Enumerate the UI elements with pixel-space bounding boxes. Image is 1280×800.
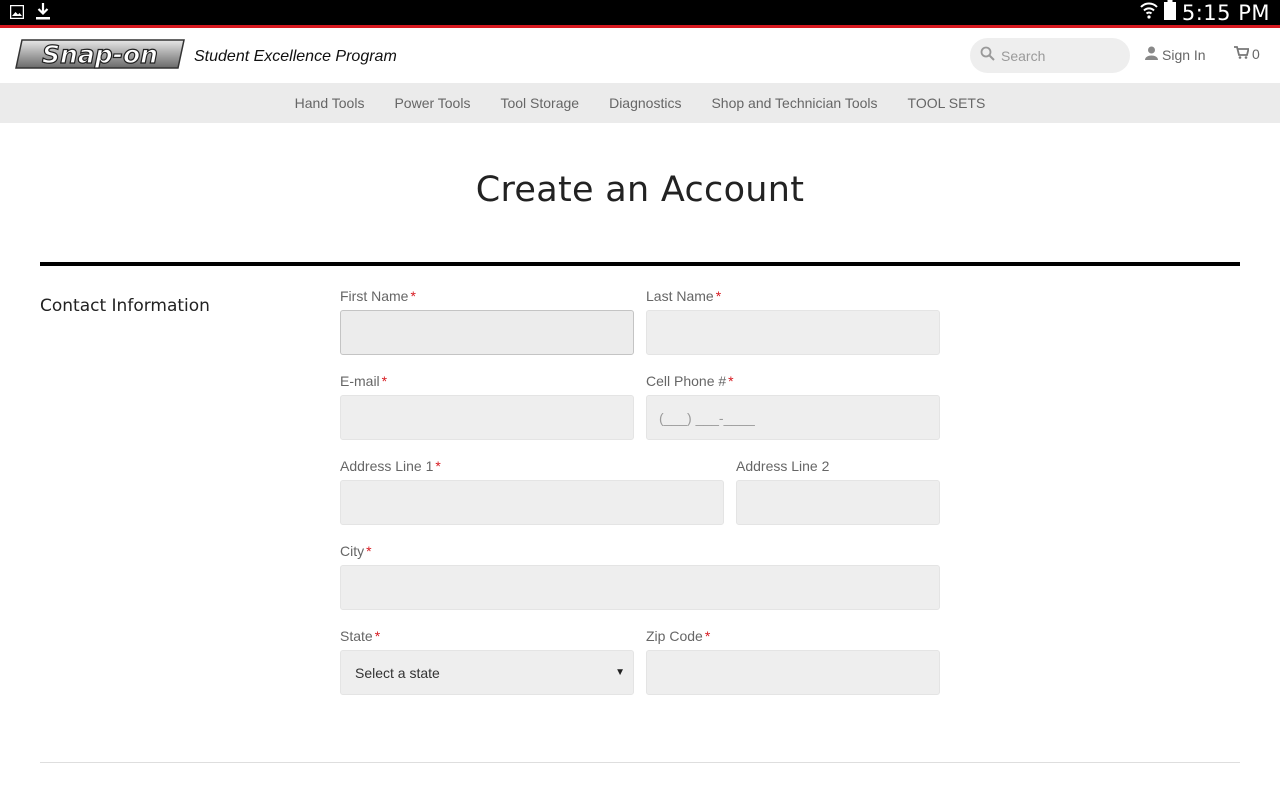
address-line-2-label: Address Line 2 (736, 458, 830, 474)
zip-code-input[interactable] (646, 650, 940, 695)
svg-text:Snap-on: Snap-on (42, 40, 158, 69)
city-label: City * (340, 543, 372, 559)
clock: 5:15 PM (1181, 0, 1270, 25)
cart-count: 0 (1252, 46, 1260, 62)
cart-link[interactable] (1234, 46, 1260, 62)
download-icon (36, 3, 50, 25)
cell-phone-field (646, 373, 940, 440)
state-select[interactable] (340, 650, 634, 695)
email-field (340, 373, 634, 440)
page-title: Create an Account (475, 170, 805, 210)
user-icon (1145, 46, 1158, 63)
nav-diagnostics[interactable]: Diagnostics (609, 95, 682, 111)
zip-code-label: Zip Code * (646, 628, 711, 644)
section-title: Contact Information (40, 296, 210, 316)
battery-icon (1164, 0, 1176, 25)
nav-tool-sets[interactable]: TOOL SETS (907, 95, 986, 111)
zip-code-field (646, 628, 940, 695)
wifi-icon (1140, 1, 1158, 24)
sign-in-link[interactable] (1145, 46, 1206, 63)
nav-power-tools[interactable]: Power Tools (394, 95, 471, 111)
tagline: Student Excellence Program (194, 48, 397, 65)
city-field (340, 543, 940, 610)
first-name-input[interactable] (340, 310, 634, 355)
snap-on-logo (14, 36, 186, 72)
sign-in-label: Sign In (1162, 46, 1206, 63)
last-name-label: Last Name * (646, 288, 722, 304)
search-icon (980, 46, 995, 66)
first-name-label: First Name * (340, 288, 416, 304)
city-input[interactable] (340, 565, 940, 610)
nav-shop-technician-tools[interactable]: Shop and Technician Tools (711, 95, 878, 111)
last-name-field (646, 288, 940, 355)
site-header (0, 28, 1280, 83)
address-line-2-field (736, 458, 940, 525)
state-label: State * (340, 628, 381, 644)
brand-logo[interactable] (14, 36, 397, 72)
section-divider (40, 262, 1240, 266)
cart-icon (1234, 46, 1249, 62)
cell-phone-label: Cell Phone # * (646, 373, 734, 389)
email-label: E-mail * (340, 373, 388, 389)
nav-hand-tools[interactable]: Hand Tools (294, 95, 365, 111)
android-status-bar (0, 0, 1280, 25)
state-selected-value: Select a state (355, 664, 440, 681)
search-input[interactable] (1001, 48, 1121, 64)
address-line-2-input[interactable] (736, 480, 940, 525)
first-name-field (340, 288, 634, 355)
cell-phone-input[interactable] (646, 395, 940, 440)
main-nav (0, 83, 1280, 123)
dropdown-caret-icon: ▼ (615, 667, 625, 678)
last-name-input[interactable] (646, 310, 940, 355)
nav-tool-storage[interactable]: Tool Storage (500, 95, 580, 111)
state-field (340, 628, 634, 695)
gallery-icon (10, 5, 24, 24)
search-box[interactable] (970, 38, 1130, 73)
address-line-1-input[interactable] (340, 480, 724, 525)
form-bottom-divider (40, 762, 1240, 763)
address-line-1-label: Address Line 1 * (340, 458, 441, 474)
address-line-1-field (340, 458, 724, 525)
email-input[interactable] (340, 395, 634, 440)
